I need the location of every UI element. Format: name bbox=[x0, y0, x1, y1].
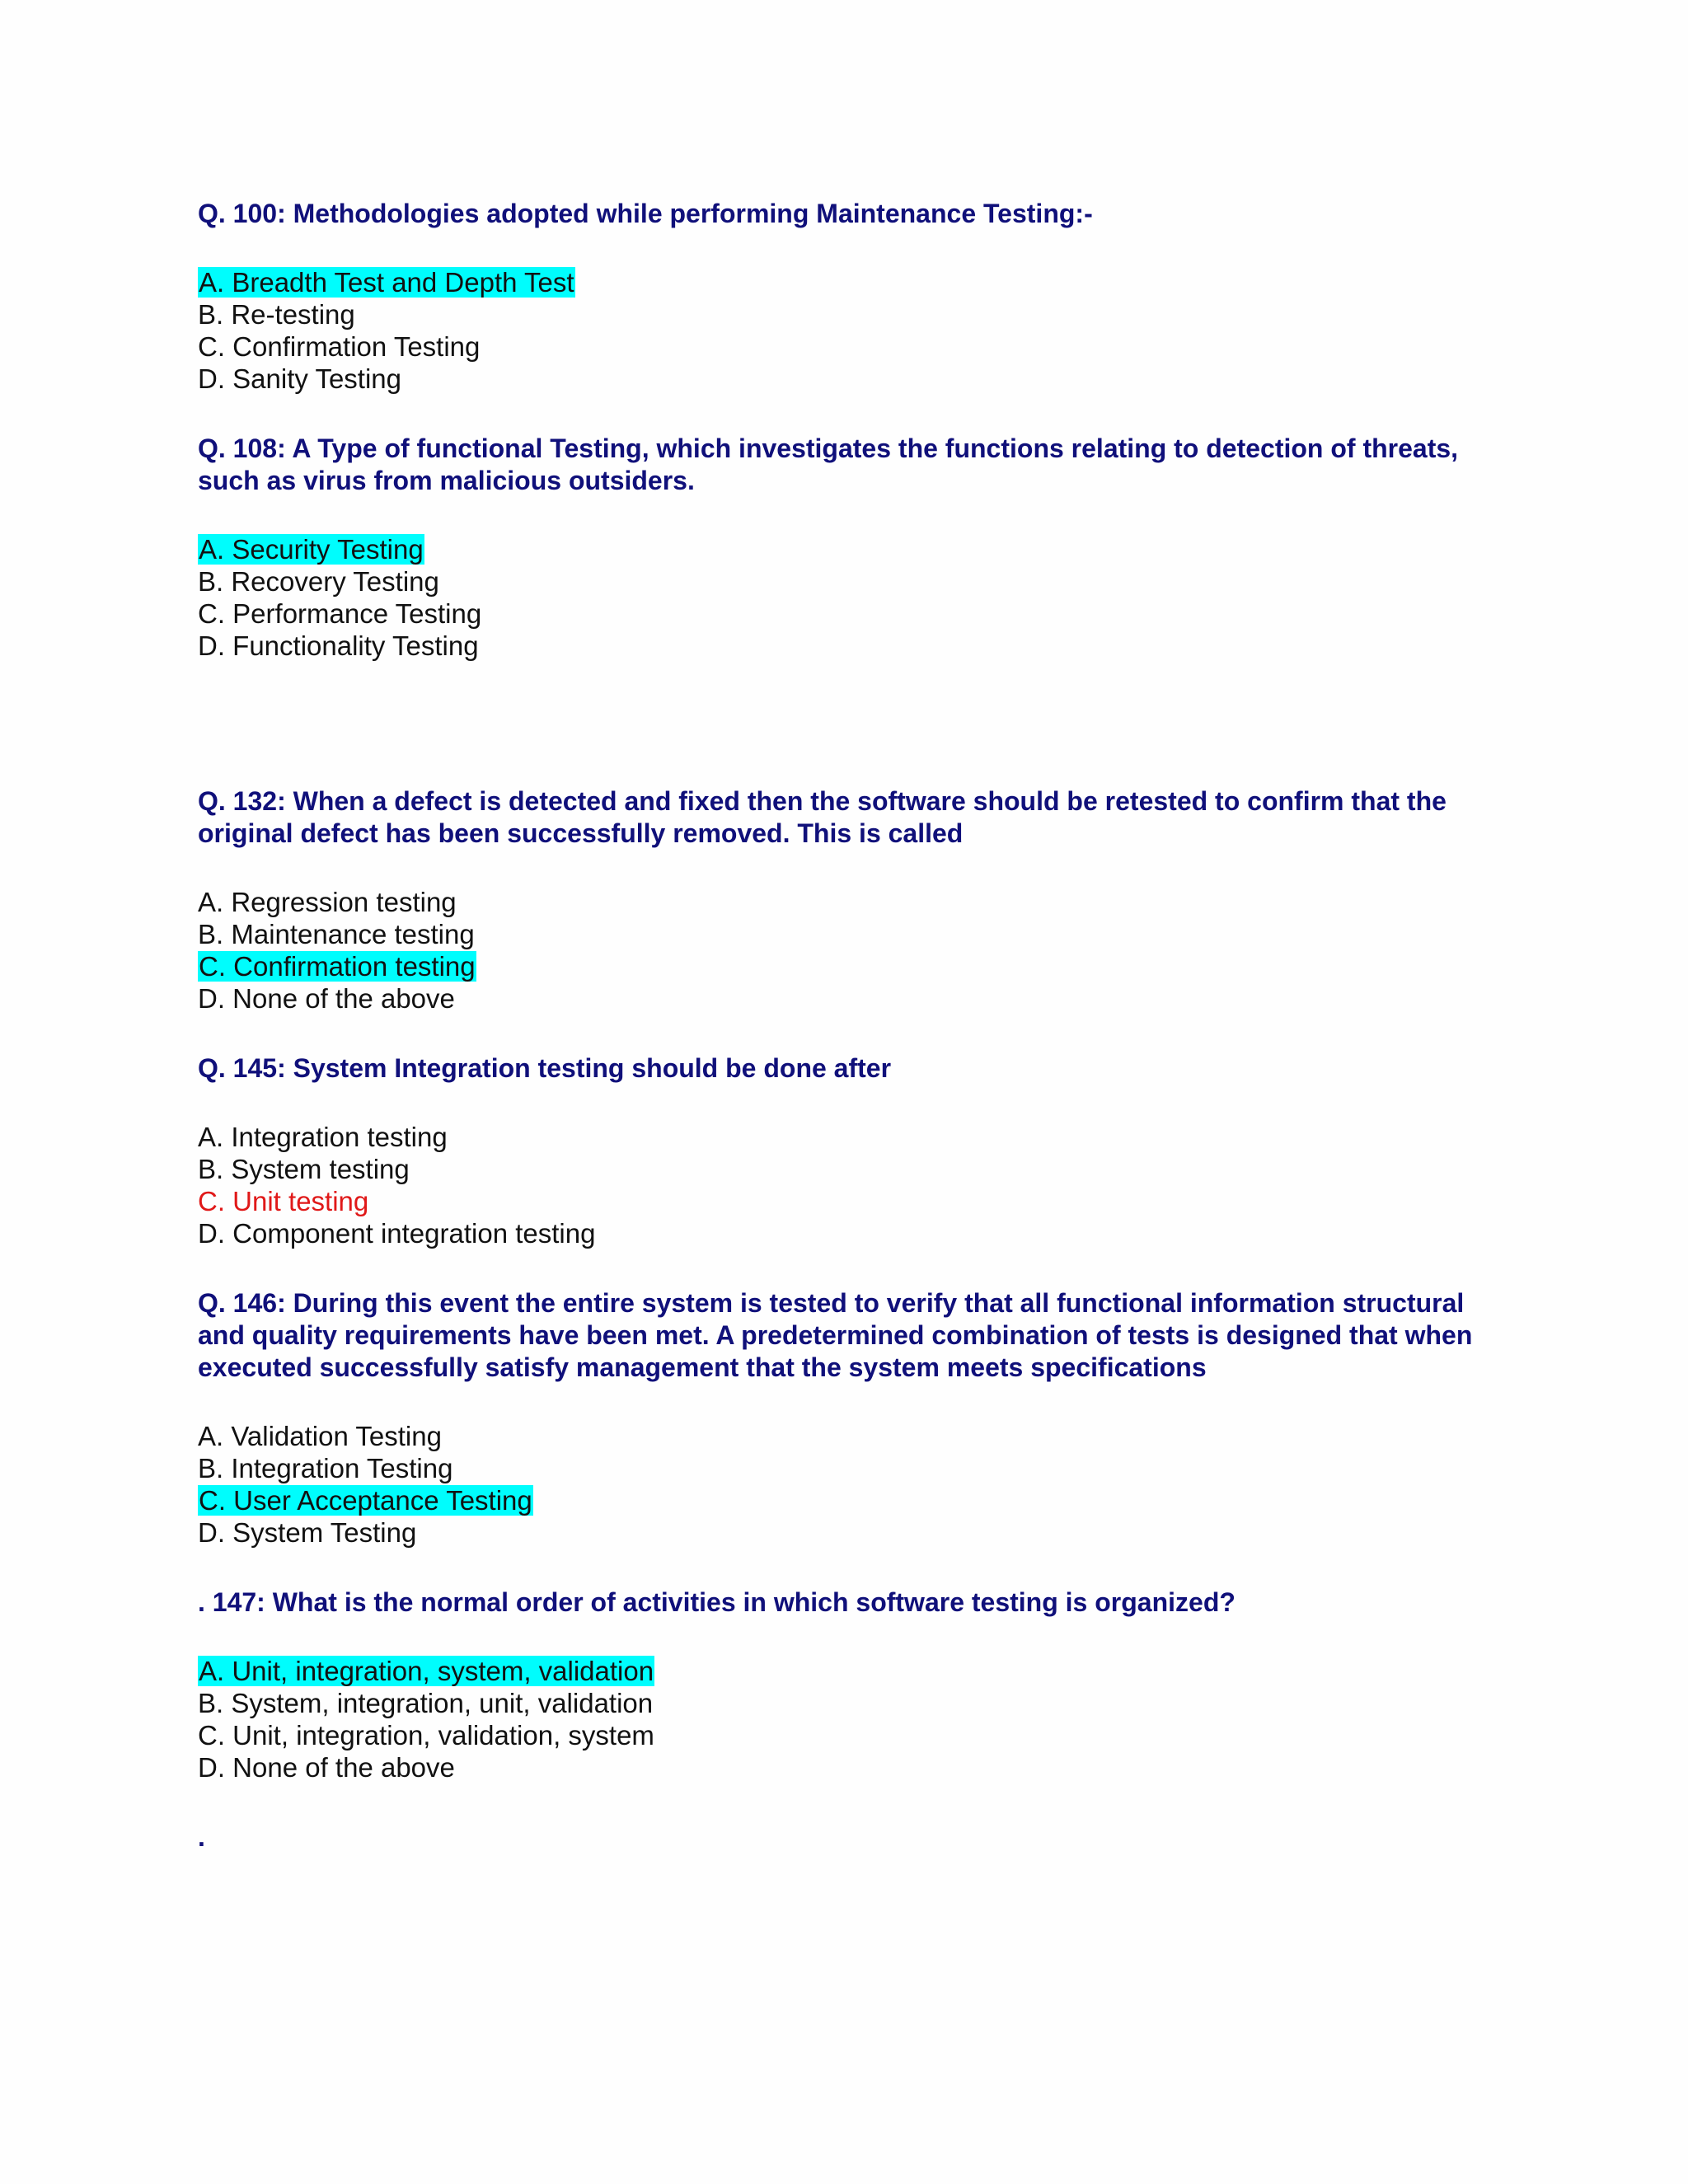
options-list bbox=[198, 886, 1517, 1015]
option-d: D. Component integration testing bbox=[198, 1218, 596, 1249]
question-title: Q. 145: System Integration testing should be done after bbox=[198, 1053, 892, 1083]
option-b: B. Maintenance testing bbox=[198, 919, 475, 949]
option-a: A. Breadth Test and Depth Test bbox=[199, 267, 574, 298]
question-147 bbox=[198, 1586, 1517, 1783]
option-b: B. Re-testing bbox=[198, 299, 355, 330]
options-list bbox=[198, 1655, 1517, 1783]
question-title: Q. 100: Methodologies adopted while performing Maintenance Testing:- bbox=[198, 199, 1093, 228]
option-a: A. Regression testing bbox=[198, 887, 457, 917]
options-list bbox=[198, 1420, 1517, 1549]
option-b: B. Recovery Testing bbox=[198, 566, 439, 597]
blank-space bbox=[198, 700, 1517, 785]
option-a: A. Unit, integration, system, validation bbox=[199, 1656, 654, 1686]
question-146 bbox=[198, 1287, 1517, 1549]
options-list bbox=[198, 1121, 1517, 1249]
question-title: Q. 132: When a defect is detected and fixed then the software should be retested to confirm that the original defect has been successfully removed. This is called bbox=[198, 786, 1447, 848]
option-a: A. Security Testing bbox=[199, 534, 424, 565]
option-b: B. System, integration, unit, validation bbox=[198, 1688, 654, 1718]
option-c: C. Confirmation Testing bbox=[198, 331, 481, 362]
option-d: D. None of the above bbox=[198, 983, 455, 1014]
option-d: D. Sanity Testing bbox=[198, 363, 402, 394]
question-132 bbox=[198, 785, 1517, 1015]
option-c: C. Performance Testing bbox=[198, 598, 482, 629]
option-d: D. Functionality Testing bbox=[198, 630, 479, 661]
trailing-period: . bbox=[198, 1822, 205, 1852]
document-page bbox=[198, 198, 1517, 1854]
question-title: Q. 108: A Type of functional Testing, which investigates the functions relating to detection of threats, such as virus from malicious outsiders. bbox=[198, 434, 1459, 495]
question-108 bbox=[198, 433, 1517, 662]
question-145 bbox=[198, 1052, 1517, 1249]
option-c: C. Unit testing bbox=[198, 1186, 369, 1216]
question-100 bbox=[198, 198, 1517, 395]
question-title: Q. 146: During this event the entire system is tested to verify that all functional information structural and quality requirements have been met. A predetermined combination of tests is designed that when executed successfully satisfy management that the system meets specifications bbox=[198, 1288, 1473, 1382]
option-a: A. Integration testing bbox=[198, 1122, 448, 1152]
option-d: D. System Testing bbox=[198, 1517, 417, 1548]
option-c: C. Confirmation testing bbox=[199, 951, 476, 982]
option-c: C. Unit, integration, validation, system bbox=[198, 1720, 654, 1750]
options-list bbox=[198, 266, 1517, 395]
question-title: . 147: What is the normal order of activities in which software testing is organized? bbox=[198, 1587, 1236, 1617]
option-b: B. Integration Testing bbox=[198, 1453, 453, 1483]
options-list bbox=[198, 533, 1517, 662]
option-a: A. Validation Testing bbox=[198, 1421, 442, 1451]
option-c: C. User Acceptance Testing bbox=[199, 1485, 532, 1516]
option-d: D. None of the above bbox=[198, 1752, 455, 1783]
option-b: B. System testing bbox=[198, 1154, 410, 1184]
